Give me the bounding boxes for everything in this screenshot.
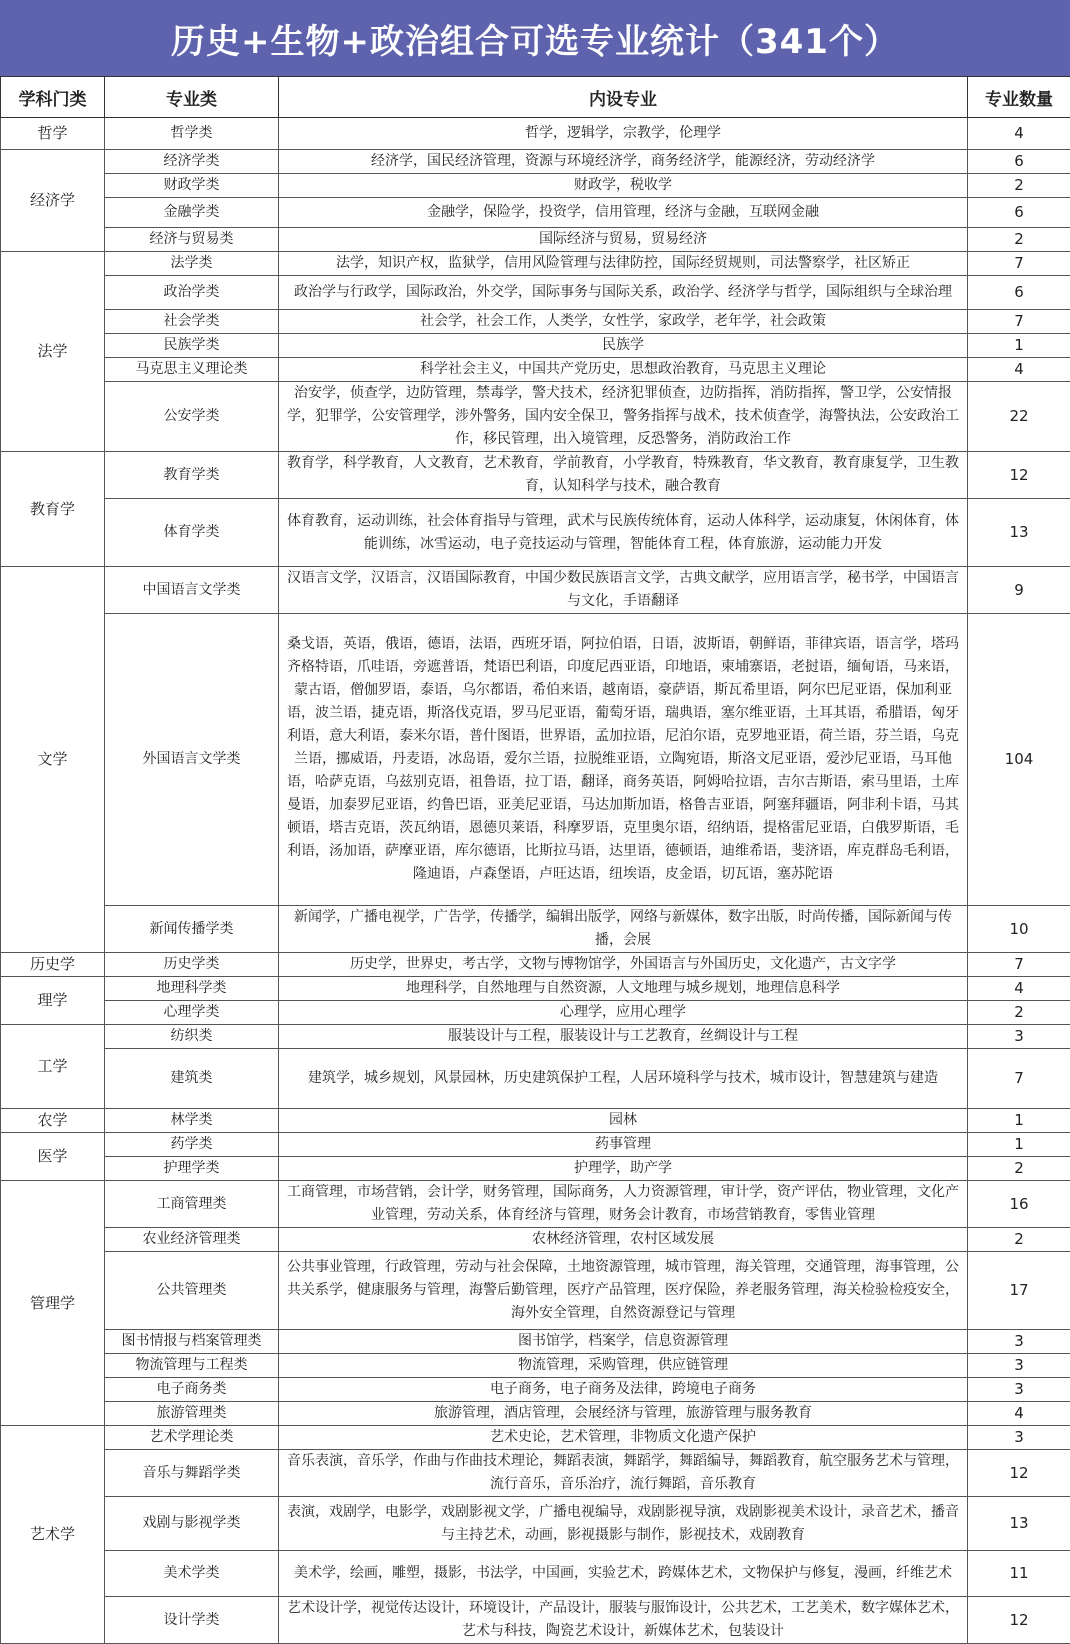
category-cell: 管理学: [1, 1181, 105, 1426]
count-cell: 16: [968, 1181, 1070, 1228]
majors-cell: 旅游管理，酒店管理，会展经济与管理，旅游管理与服务教育: [279, 1402, 968, 1426]
table-row: [1, 1450, 1070, 1497]
table-row: [1, 228, 1070, 252]
category-cell: 历史学: [1, 953, 105, 977]
class-cell: 社会学类: [105, 310, 279, 334]
majors-cell: 汉语言文学，汉语言，汉语国际教育，中国少数民族语言文学，古典文献学，应用语言学，秘书学，中国语言与文化，手语翻译: [279, 567, 968, 614]
class-cell: 戏剧与影视学类: [105, 1497, 279, 1551]
count-cell: 7: [968, 953, 1070, 977]
class-cell: 建筑类: [105, 1049, 279, 1109]
count-cell: 3: [968, 1025, 1070, 1049]
count-cell: 4: [968, 1402, 1070, 1426]
majors-cell: 公共事业管理，行政管理，劳动与社会保障，土地资源管理，城市管理，海关管理，交通管理，海事管理，公共关系学，健康服务与管理，海警后勤管理，医疗产品管理，医疗保险，养老服务管理，海关检验检疫安全，海外安全管理，自然资源登记与管理: [279, 1252, 968, 1330]
count-cell: 12: [968, 1597, 1070, 1644]
majors-cell: 民族学: [279, 334, 968, 358]
class-cell: 法学类: [105, 252, 279, 276]
class-cell: 农业经济管理类: [105, 1228, 279, 1252]
count-cell: 3: [968, 1354, 1070, 1378]
class-cell: 林学类: [105, 1109, 279, 1133]
majors-cell: 哲学，逻辑学，宗教学，伦理学: [279, 118, 968, 150]
majors-cell: 法学，知识产权，监狱学，信用风险管理与法律防控，国际经贸规则，司法警察学，社区矫正: [279, 252, 968, 276]
class-cell: 图书情报与档案管理类: [105, 1330, 279, 1354]
table-row: [1, 953, 1070, 977]
table-row: [1, 118, 1070, 150]
majors-cell: 经济学，国民经济管理，资源与环境经济学，商务经济学，能源经济，劳动经济学: [279, 150, 968, 174]
majors-cell: 表演，戏剧学，电影学，戏剧影视文学，广播电视编导，戏剧影视导演，戏剧影视美术设计，录音艺术，播音与主持艺术，动画，影视摄影与制作，影视技术，戏剧教育: [279, 1497, 968, 1551]
class-cell: 外国语言文学类: [105, 614, 279, 906]
table-row: [1, 1049, 1070, 1109]
header-category: 学科门类: [1, 77, 105, 118]
table-row: [1, 174, 1070, 198]
category-cell: 工学: [1, 1025, 105, 1109]
class-cell: 心理学类: [105, 1001, 279, 1025]
table-row: [1, 358, 1070, 382]
count-cell: 6: [968, 150, 1070, 174]
majors-cell: 农林经济管理，农村区域发展: [279, 1228, 968, 1252]
majors-cell: 药事管理: [279, 1133, 968, 1157]
category-cell: 经济学: [1, 150, 105, 252]
class-cell: 金融学类: [105, 198, 279, 228]
table-row: [1, 1181, 1070, 1228]
count-cell: 11: [968, 1551, 1070, 1597]
table-row: [1, 1133, 1070, 1157]
table-row: [1, 1354, 1070, 1378]
table-row: [1, 1330, 1070, 1354]
count-cell: 4: [968, 118, 1070, 150]
majors-cell: 工商管理，市场营销，会计学，财务管理，国际商务，人力资源管理，审计学，资产评估，物业管理，文化产业管理，劳动关系，体育经济与管理，财务会计教育，市场营销教育，零售业管理: [279, 1181, 968, 1228]
class-cell: 工商管理类: [105, 1181, 279, 1228]
majors-cell: 园林: [279, 1109, 968, 1133]
count-cell: 1: [968, 334, 1070, 358]
class-cell: 民族学类: [105, 334, 279, 358]
majors-cell: 物流管理，采购管理，供应链管理: [279, 1354, 968, 1378]
count-cell: 10: [968, 906, 1070, 953]
table-row: [1, 1252, 1070, 1330]
table-row: [1, 1551, 1070, 1597]
class-cell: 艺术学理论类: [105, 1426, 279, 1450]
class-cell: 历史学类: [105, 953, 279, 977]
class-cell: 体育学类: [105, 499, 279, 567]
class-cell: 护理学类: [105, 1157, 279, 1181]
table-row: [1, 382, 1070, 452]
table-row: [1, 150, 1070, 174]
table-row: [1, 252, 1070, 276]
majors-cell: 体育教育，运动训练，社会体育指导与管理，武术与民族传统体育，运动人体科学，运动康复，休闲体育，体能训练，冰雪运动，电子竞技运动与管理，智能体育工程，体育旅游，运动能力开发: [279, 499, 968, 567]
majors-cell: 美术学，绘画，雕塑，摄影，书法学，中国画，实验艺术，跨媒体艺术，文物保护与修复，漫画，纤维艺术: [279, 1551, 968, 1597]
table-row: [1, 1497, 1070, 1551]
majors-cell: 社会学，社会工作，人类学，女性学，家政学，老年学，社会政策: [279, 310, 968, 334]
count-cell: 1: [968, 1133, 1070, 1157]
table-row: [1, 198, 1070, 228]
table-row: [1, 977, 1070, 1001]
table-row: [1, 334, 1070, 358]
table-row: [1, 1426, 1070, 1450]
count-cell: 3: [968, 1330, 1070, 1354]
majors-cell: 建筑学，城乡规划，风景园林，历史建筑保护工程，人居环境科学与技术，城市设计，智慧建筑与建造: [279, 1049, 968, 1109]
table-header-row: [1, 77, 1070, 118]
class-cell: 设计学类: [105, 1597, 279, 1644]
class-cell: 音乐与舞蹈学类: [105, 1450, 279, 1497]
majors-cell: 电子商务，电子商务及法律，跨境电子商务: [279, 1378, 968, 1402]
count-cell: 6: [968, 198, 1070, 228]
class-cell: 地理科学类: [105, 977, 279, 1001]
class-cell: 物流管理与工程类: [105, 1354, 279, 1378]
majors-cell: 图书馆学，档案学，信息资源管理: [279, 1330, 968, 1354]
table-row: [1, 1378, 1070, 1402]
majors-cell: 财政学，税收学: [279, 174, 968, 198]
count-cell: 12: [968, 452, 1070, 499]
class-cell: 公安学类: [105, 382, 279, 452]
majors-cell: 服装设计与工程，服装设计与工艺教育，丝绸设计与工程: [279, 1025, 968, 1049]
table-row: [1, 1597, 1070, 1644]
page-title: 历史+生物+政治组合可选专业统计（341个）: [0, 0, 1070, 76]
majors-cell: 护理学，助产学: [279, 1157, 968, 1181]
majors-cell: 历史学，世界史，考古学，文物与博物馆学，外国语言与外国历史，文化遗产，古文字学: [279, 953, 968, 977]
count-cell: 7: [968, 252, 1070, 276]
class-cell: 纺织类: [105, 1025, 279, 1049]
count-cell: 4: [968, 358, 1070, 382]
category-cell: 哲学: [1, 118, 105, 150]
majors-cell: 政治学与行政学，国际政治，外交学，国际事务与国际关系，政治学、经济学与哲学，国际组织与全球治理: [279, 276, 968, 310]
table-row: [1, 310, 1070, 334]
majors-cell: 新闻学，广播电视学，广告学，传播学，编辑出版学，网络与新媒体，数字出版，时尚传播，国际新闻与传播，会展: [279, 906, 968, 953]
class-cell: 美术学类: [105, 1551, 279, 1597]
class-cell: 经济与贸易类: [105, 228, 279, 252]
category-cell: 文学: [1, 567, 105, 953]
header-class: 专业类: [105, 77, 279, 118]
majors-cell: 心理学，应用心理学: [279, 1001, 968, 1025]
count-cell: 13: [968, 1497, 1070, 1551]
count-cell: 9: [968, 567, 1070, 614]
majors-cell: 科学社会主义，中国共产党历史，思想政治教育，马克思主义理论: [279, 358, 968, 382]
table-row: [1, 499, 1070, 567]
table-row: [1, 1157, 1070, 1181]
count-cell: 13: [968, 499, 1070, 567]
category-cell: 医学: [1, 1133, 105, 1181]
count-cell: 6: [968, 276, 1070, 310]
class-cell: 马克思主义理论类: [105, 358, 279, 382]
count-cell: 3: [968, 1378, 1070, 1402]
table-row: [1, 276, 1070, 310]
category-cell: 教育学: [1, 452, 105, 567]
major-stats-table: [0, 76, 1070, 1644]
class-cell: 教育学类: [105, 452, 279, 499]
table-row: [1, 567, 1070, 614]
table-row: [1, 1402, 1070, 1426]
count-cell: 4: [968, 977, 1070, 1001]
class-cell: 旅游管理类: [105, 1402, 279, 1426]
count-cell: 17: [968, 1252, 1070, 1330]
table-row: [1, 1001, 1070, 1025]
class-cell: 哲学类: [105, 118, 279, 150]
class-cell: 公共管理类: [105, 1252, 279, 1330]
table-row: [1, 906, 1070, 953]
count-cell: 2: [968, 174, 1070, 198]
table-row: [1, 452, 1070, 499]
majors-cell: 金融学，保险学，投资学，信用管理，经济与金融，互联网金融: [279, 198, 968, 228]
category-cell: 法学: [1, 252, 105, 452]
majors-cell: 艺术设计学，视觉传达设计，环境设计，产品设计，服装与服饰设计，公共艺术，工艺美术，数字媒体艺术，艺术与科技，陶瓷艺术设计，新媒体艺术，包装设计: [279, 1597, 968, 1644]
count-cell: 7: [968, 1049, 1070, 1109]
class-cell: 电子商务类: [105, 1378, 279, 1402]
table-row: [1, 1228, 1070, 1252]
class-cell: 新闻传播学类: [105, 906, 279, 953]
count-cell: 7: [968, 310, 1070, 334]
count-cell: 22: [968, 382, 1070, 452]
category-cell: 艺术学: [1, 1426, 105, 1644]
class-cell: 政治学类: [105, 276, 279, 310]
majors-cell: 治安学，侦查学，边防管理，禁毒学，警犬技术，经济犯罪侦查，边防指挥，消防指挥，警卫学，公安情报学，犯罪学，公安管理学，涉外警务，国内安全保卫，警务指挥与战术，技术侦查学，海警执法，公安政治工作，移民管理，出入境管理，反恐警务，消防政治工作: [279, 382, 968, 452]
majors-cell: 桑戈语，英语，俄语，德语，法语，西班牙语，阿拉伯语，日语，波斯语，朝鲜语，菲律宾语，语言学，塔玛齐格特语，爪哇语，旁遮普语，梵语巴利语，印度尼西亚语，印地语，柬埔寨语，老挝语，缅甸语，马来语，蒙古语，僧伽罗语，泰语，乌尔都语，希伯来语，越南语，豪萨语，斯瓦希里语，阿尔巴尼亚语，保加利亚语，波兰语，捷克语，斯洛伐克语，罗马尼亚语，葡萄牙语，瑞典语，塞尔维亚语，土耳其语，希腊语，匈牙利语，意大利语，泰米尔语，普什图语，世界语，孟加拉语，尼泊尔语，克罗地亚语，荷兰语，芬兰语，乌克兰语，挪威语，丹麦语，冰岛语，爱尔兰语，拉脱维亚语，立陶宛语，斯洛文尼亚语，爱沙尼亚语，马耳他语，哈萨克语，乌兹别克语，祖鲁语，拉丁语，翻译，商务英语，阿姆哈拉语，吉尔吉斯语，索马里语，土库曼语，加泰罗尼亚语，约鲁巴语，亚美尼亚语，马达加斯加语，格鲁吉亚语，阿塞拜疆语，阿非利卡语，马其顿语，塔吉克语，茨瓦纳语，恩德贝莱语，科摩罗语，克里奥尔语，绍纳语，提格雷尼亚语，白俄罗斯语，毛利语，汤加语，萨摩亚语，库尔德语，比斯拉马语，达里语，德顿语，迪维希语，斐济语，库克群岛毛利语，隆迪语，卢森堡语，卢旺达语，纽埃语，皮金语，切瓦语，塞苏陀语: [279, 614, 968, 906]
class-cell: 药学类: [105, 1133, 279, 1157]
table-body: [1, 118, 1070, 1644]
count-cell: 104: [968, 614, 1070, 906]
majors-cell: 艺术史论，艺术管理，非物质文化遗产保护: [279, 1426, 968, 1450]
table-row: [1, 1025, 1070, 1049]
majors-cell: 教育学，科学教育，人文教育，艺术教育，学前教育，小学教育，特殊教育，华文教育，教育康复学，卫生教育，认知科学与技术，融合教育: [279, 452, 968, 499]
table-row: [1, 614, 1070, 906]
majors-cell: 地理科学，自然地理与自然资源，人文地理与城乡规划，地理信息科学: [279, 977, 968, 1001]
count-cell: 2: [968, 1157, 1070, 1181]
count-cell: 1: [968, 1109, 1070, 1133]
class-cell: 中国语言文学类: [105, 567, 279, 614]
majors-cell: 国际经济与贸易，贸易经济: [279, 228, 968, 252]
majors-cell: 音乐表演，音乐学，作曲与作曲技术理论，舞蹈表演，舞蹈学，舞蹈编导，舞蹈教育，航空服务艺术与管理，流行音乐，音乐治疗，流行舞蹈，音乐教育: [279, 1450, 968, 1497]
header-count: 专业数量: [968, 77, 1070, 118]
count-cell: 12: [968, 1450, 1070, 1497]
header-majors: 内设专业: [279, 77, 968, 118]
category-cell: 理学: [1, 977, 105, 1025]
count-cell: 2: [968, 1001, 1070, 1025]
count-cell: 2: [968, 228, 1070, 252]
count-cell: 3: [968, 1426, 1070, 1450]
class-cell: 财政学类: [105, 174, 279, 198]
count-cell: 2: [968, 1228, 1070, 1252]
class-cell: 经济学类: [105, 150, 279, 174]
category-cell: 农学: [1, 1109, 105, 1133]
table-row: [1, 1109, 1070, 1133]
